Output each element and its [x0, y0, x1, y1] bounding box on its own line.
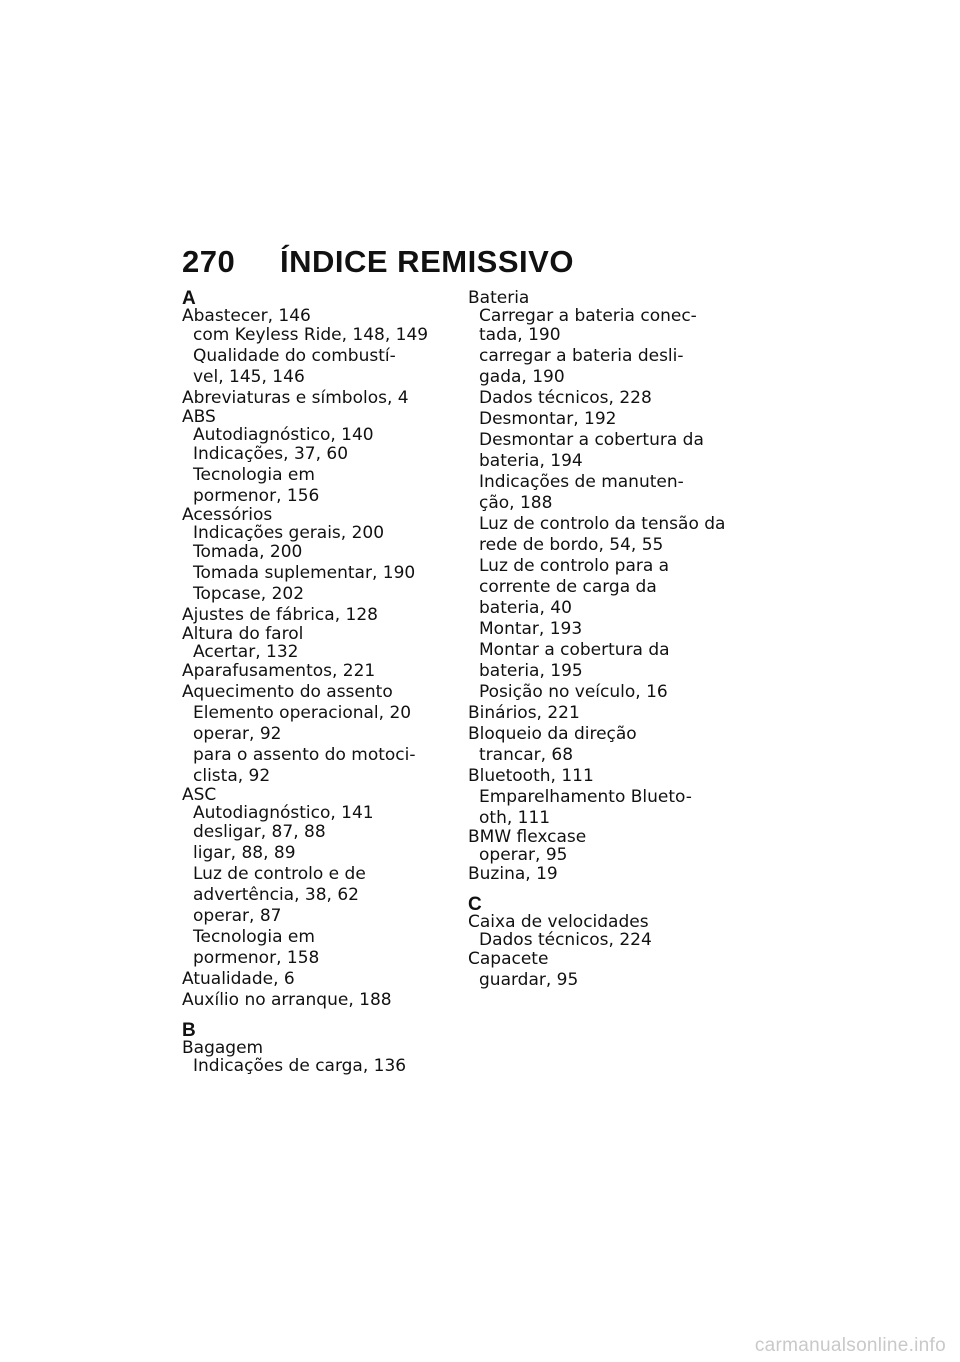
index-entry: Aparafusamentos, 221: [182, 661, 376, 681]
index-subentry: Indicações de carga, 136: [193, 1056, 407, 1076]
index-subentry: operar, 87: [193, 906, 282, 926]
index-entry: Buzina, 19: [468, 864, 558, 884]
index-subentry: Dados técnicos, 228: [479, 388, 652, 408]
index-column-left: [182, 290, 472, 1075]
index-subentry: Dados técnicos, 224: [479, 930, 652, 950]
index-subentry: advertência, 38, 62: [193, 885, 359, 905]
index-subentry: Montar a cobertura da: [479, 640, 670, 660]
index-subentry: tada, 190: [479, 325, 561, 345]
index-subentry: trancar, 68: [479, 745, 574, 765]
index-subentry: operar, 95: [479, 845, 568, 865]
index-subentry: Indicações gerais, 200: [193, 523, 385, 543]
index-entry: ABS: [182, 407, 216, 427]
index-entry: Binários, 221: [468, 703, 580, 723]
index-subentry: com Keyless Ride, 148, 149: [193, 325, 429, 345]
index-subentry: rede de bordo, 54, 55: [479, 535, 664, 555]
index-subentry: bateria, 194: [479, 451, 583, 471]
index-subentry: para o assento do motoci-: [193, 745, 416, 765]
index-subentry: bateria, 40: [479, 598, 572, 618]
index-entry: BMW flexcase: [468, 827, 587, 847]
index-subentry: vel, 145, 146: [193, 367, 305, 387]
section-gap: [468, 885, 758, 896]
page-title: ÍNDICE REMISSIVO: [280, 244, 574, 279]
index-entry: Bloqueio da direção: [468, 724, 637, 744]
index-subentry: ção, 188: [479, 493, 553, 513]
index-subentry: Tomada suplementar, 190: [193, 563, 416, 583]
index-subentry: oth, 111: [479, 808, 551, 828]
index-subentry: Emparelhamento Blueto-: [479, 787, 692, 807]
index-subentry: Tomada, 200: [193, 542, 303, 562]
index-subentry: Indicações, 37, 60: [193, 444, 349, 464]
index-subentry: carregar a bateria desli-: [479, 346, 684, 366]
index-entry: Atualidade, 6: [182, 969, 295, 989]
index-entry: Caixa de velocidades: [468, 912, 649, 932]
index-subentry: corrente de carga da: [479, 577, 657, 597]
index-subentry: bateria, 195: [479, 661, 583, 681]
index-entry: Bateria: [468, 288, 530, 308]
index-subentry: pormenor, 158: [193, 948, 320, 968]
index-entry: Auxílio no arranque, 188: [182, 990, 392, 1010]
page-number: 270: [182, 244, 236, 279]
index-subentry: Desmontar a cobertura da: [479, 430, 704, 450]
index-entry: Aquecimento do assento: [182, 682, 393, 702]
index-entry: Abreviaturas e símbolos, 4: [182, 388, 409, 408]
index-subentry: Posição no veículo, 16: [479, 682, 668, 702]
index-subentry: clista, 92: [193, 766, 271, 786]
index-subentry: Tecnologia em: [193, 927, 315, 947]
index-subentry: guardar, 95: [479, 970, 579, 990]
index-subentry: Desmontar, 192: [479, 409, 617, 429]
index-entry: Bluetooth, 111: [468, 766, 594, 786]
section-gap: [182, 1011, 472, 1022]
watermark: carmanualsonline.info: [754, 1335, 946, 1356]
index-entry: Abastecer, 146: [182, 306, 311, 326]
index-letter-heading: C: [468, 894, 482, 915]
index-subentry: Luz de controlo e de: [193, 864, 366, 884]
index-entry: ASC: [182, 785, 217, 805]
index-subentry: operar, 92: [193, 724, 282, 744]
index-subentry: Topcase, 202: [193, 584, 305, 604]
index-subentry: Luz de controlo da tensão da: [479, 514, 726, 534]
index-subentry: Acertar, 132: [193, 642, 299, 662]
index-letter-heading: B: [182, 1020, 196, 1041]
index-subentry: gada, 190: [479, 367, 565, 387]
index-subentry: pormenor, 156: [193, 486, 320, 506]
index-letter-heading: A: [182, 288, 196, 309]
index-entry: Bagagem: [182, 1038, 264, 1058]
index-entry: Acessórios: [182, 505, 273, 525]
index-column-right: [468, 290, 758, 991]
index-entry: Ajustes de fábrica, 128: [182, 605, 378, 625]
page-header: [182, 244, 574, 280]
index-subentry: ligar, 88, 89: [193, 843, 296, 863]
index-subentry: Indicações de manuten-: [479, 472, 684, 492]
index-subentry: Qualidade do combustí-: [193, 346, 396, 366]
index-subentry: Tecnologia em: [193, 465, 315, 485]
index-subentry: Autodiagnóstico, 140: [193, 425, 374, 445]
index-subentry: Luz de controlo para a: [479, 556, 670, 576]
index-entry: Capacete: [468, 949, 549, 969]
index-entry: Altura do farol: [182, 624, 304, 644]
index-subentry: desligar, 87, 88: [193, 822, 326, 842]
index-subentry: Elemento operacional, 20: [193, 703, 412, 723]
index-subentry: Carregar a bateria conec-: [479, 306, 697, 326]
index-subentry: Autodiagnóstico, 141: [193, 803, 374, 823]
index-subentry: Montar, 193: [479, 619, 583, 639]
